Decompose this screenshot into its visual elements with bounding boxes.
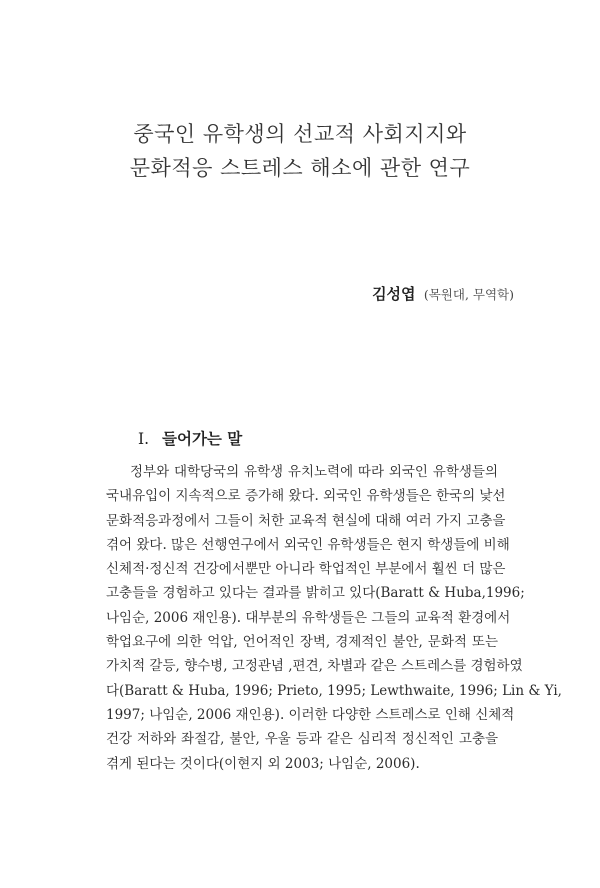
body-line: 신체적·정신적 건강에서뿐만 아니라 학업적인 부분에서 훨씬 더 많은 [106, 561, 506, 578]
author-block [372, 283, 514, 304]
body-line: 정부와 대학당국의 유학생 유치노력에 따라 외국인 유학생들의 [130, 464, 498, 480]
body-paragraph [106, 460, 562, 776]
author-affiliation: (목원대, 무역학) [423, 287, 514, 302]
body-line: 1997; 나임순, 2006 재인용). 이러한 다양한 스트레스로 인해 신체적 [106, 706, 515, 723]
title-line-2: 문화적응 스트레스 해소에 관한 연구 [129, 156, 471, 180]
body-line: 문화적응과정에서 그들이 처한 교육적 현실에 대해 여러 가지 고충을 [106, 512, 506, 529]
body-line: 가치적 갈등, 향수병, 고정관념 ,편견, 차별과 같은 스트레스를 경험하였 [106, 658, 523, 675]
section-number: Ⅰ. [138, 430, 150, 448]
body-line: 나임순, 2006 재인용). 대부분의 유학생들은 그들의 교육적 환경에서 [106, 609, 511, 626]
paper-title [0, 117, 600, 185]
body-line: 겪게 된다는 것이다(이현지 외 2003; 나임순, 2006). [106, 755, 420, 772]
section-heading [138, 427, 242, 449]
body-line: 고충들을 경험하고 있다는 결과를 밝히고 있다(Baratt & Huba,1996; [106, 585, 525, 602]
body-line: 다(Baratt & Huba, 1996; Prieto, 1995; Lewthwaite, 1996; Lin & Yi, [106, 682, 562, 699]
body-line: 국내유입이 지속적으로 증가해 왔다. 외국인 유학생들은 한국의 낯선 [106, 488, 506, 505]
title-line-1: 중국인 유학생의 선교적 사회지지와 [133, 122, 467, 146]
body-line: 건강 저하와 좌절감, 불안, 우울 등과 같은 심리적 정신적인 고충을 [106, 731, 498, 748]
author-name: 김성엽 [372, 285, 416, 303]
section-label: 들어가는 말 [162, 429, 243, 448]
body-line: 학업요구에 의한 억압, 언어적인 장벽, 경제적인 불안, 문화적 또는 [106, 634, 498, 651]
body-line: 겪어 왔다. 많은 선행연구에서 외국인 유학생들은 현지 학생들에 비해 [106, 536, 510, 553]
